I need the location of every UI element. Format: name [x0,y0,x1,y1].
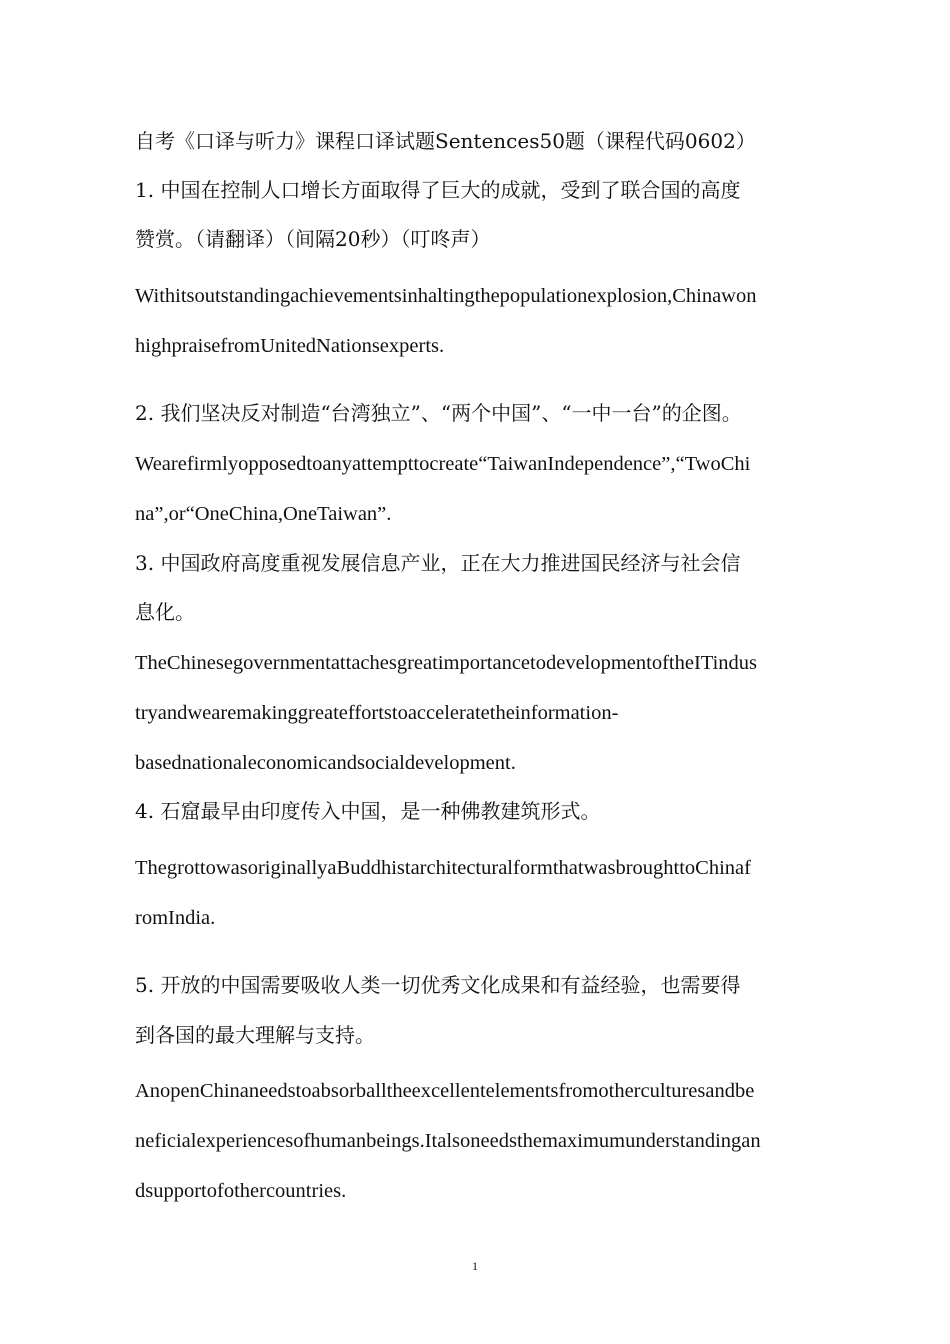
question-5-chinese-line-1: 5. 开放的中国需要吸收人类一切优秀文化成果和有益经验，也需要得 [135,973,741,997]
question-1-chinese-line-1: 1. 中国在控制人口增长方面取得了巨大的成就，受到了联合国的高度 [135,178,741,202]
question-4-english-line-1: ThegrottowasoriginallyaBuddhistarchitecturalformthatwasbroughttoChinaf [135,857,751,879]
question-1-english-line-2: highpraisefromUnitedNationsexperts. [135,335,445,357]
question-4-english-line-2: romIndia. [135,907,216,929]
question-5-english-line-3: dsupportofothercountries. [135,1180,347,1202]
question-3-chinese-line-1: 3. 中国政府高度重视发展信息产业，正在大力推进国民经济与社会信 [135,551,741,575]
question-3-english-line-2: tryandwearemakinggreateffortstoacceleratetheinformation- [135,702,619,724]
question-3-english-line-1: TheChinesegovernmentattachesgreatimportancetodevelopmentoftheITindus [135,652,758,674]
question-5-english-line-2: neficialexperiencesofhumanbeings.Italsoneedsthemaximumunderstandingan [135,1130,761,1152]
question-5-chinese-line-2: 到各国的最大理解与支持。 [135,1023,375,1047]
document-title: 自考《口译与听力》课程口译试题Sentences50题（课程代码0602） [135,129,756,153]
question-1-english-line-1: Withitsoutstandingachievementsinhaltingthepopulationexplosion,Chinawon [135,285,757,307]
question-1-chinese-line-2: 赞赏。（请翻译）（间隔20秒）（叮咚声） [135,227,491,251]
question-5-english-line-1: AnopenChinaneedstoabsorballtheexcellentelementsfromotherculturesandbe [135,1080,755,1102]
question-4-chinese-line-1: 4. 石窟最早由印度传入中国，是一种佛教建筑形式。 [135,799,601,823]
question-3-chinese-line-2: 息化。 [135,600,195,624]
page-number: 1 [472,1259,478,1273]
question-3-english-line-3: basednationaleconomicandsocialdevelopment. [135,752,516,774]
question-2-english-line-1: Wearefirmlyopposedtoanyattempttocreate“TaiwanIndependence”,“TwoChi [135,453,751,475]
question-2-english-line-2: na”,or“OneChina,OneTaiwan”. [135,503,392,525]
question-2-chinese-line-1: 2. 我们坚决反对制造“台湾独立”、“两个中国”、“一中一台”的企图。 [135,401,742,425]
